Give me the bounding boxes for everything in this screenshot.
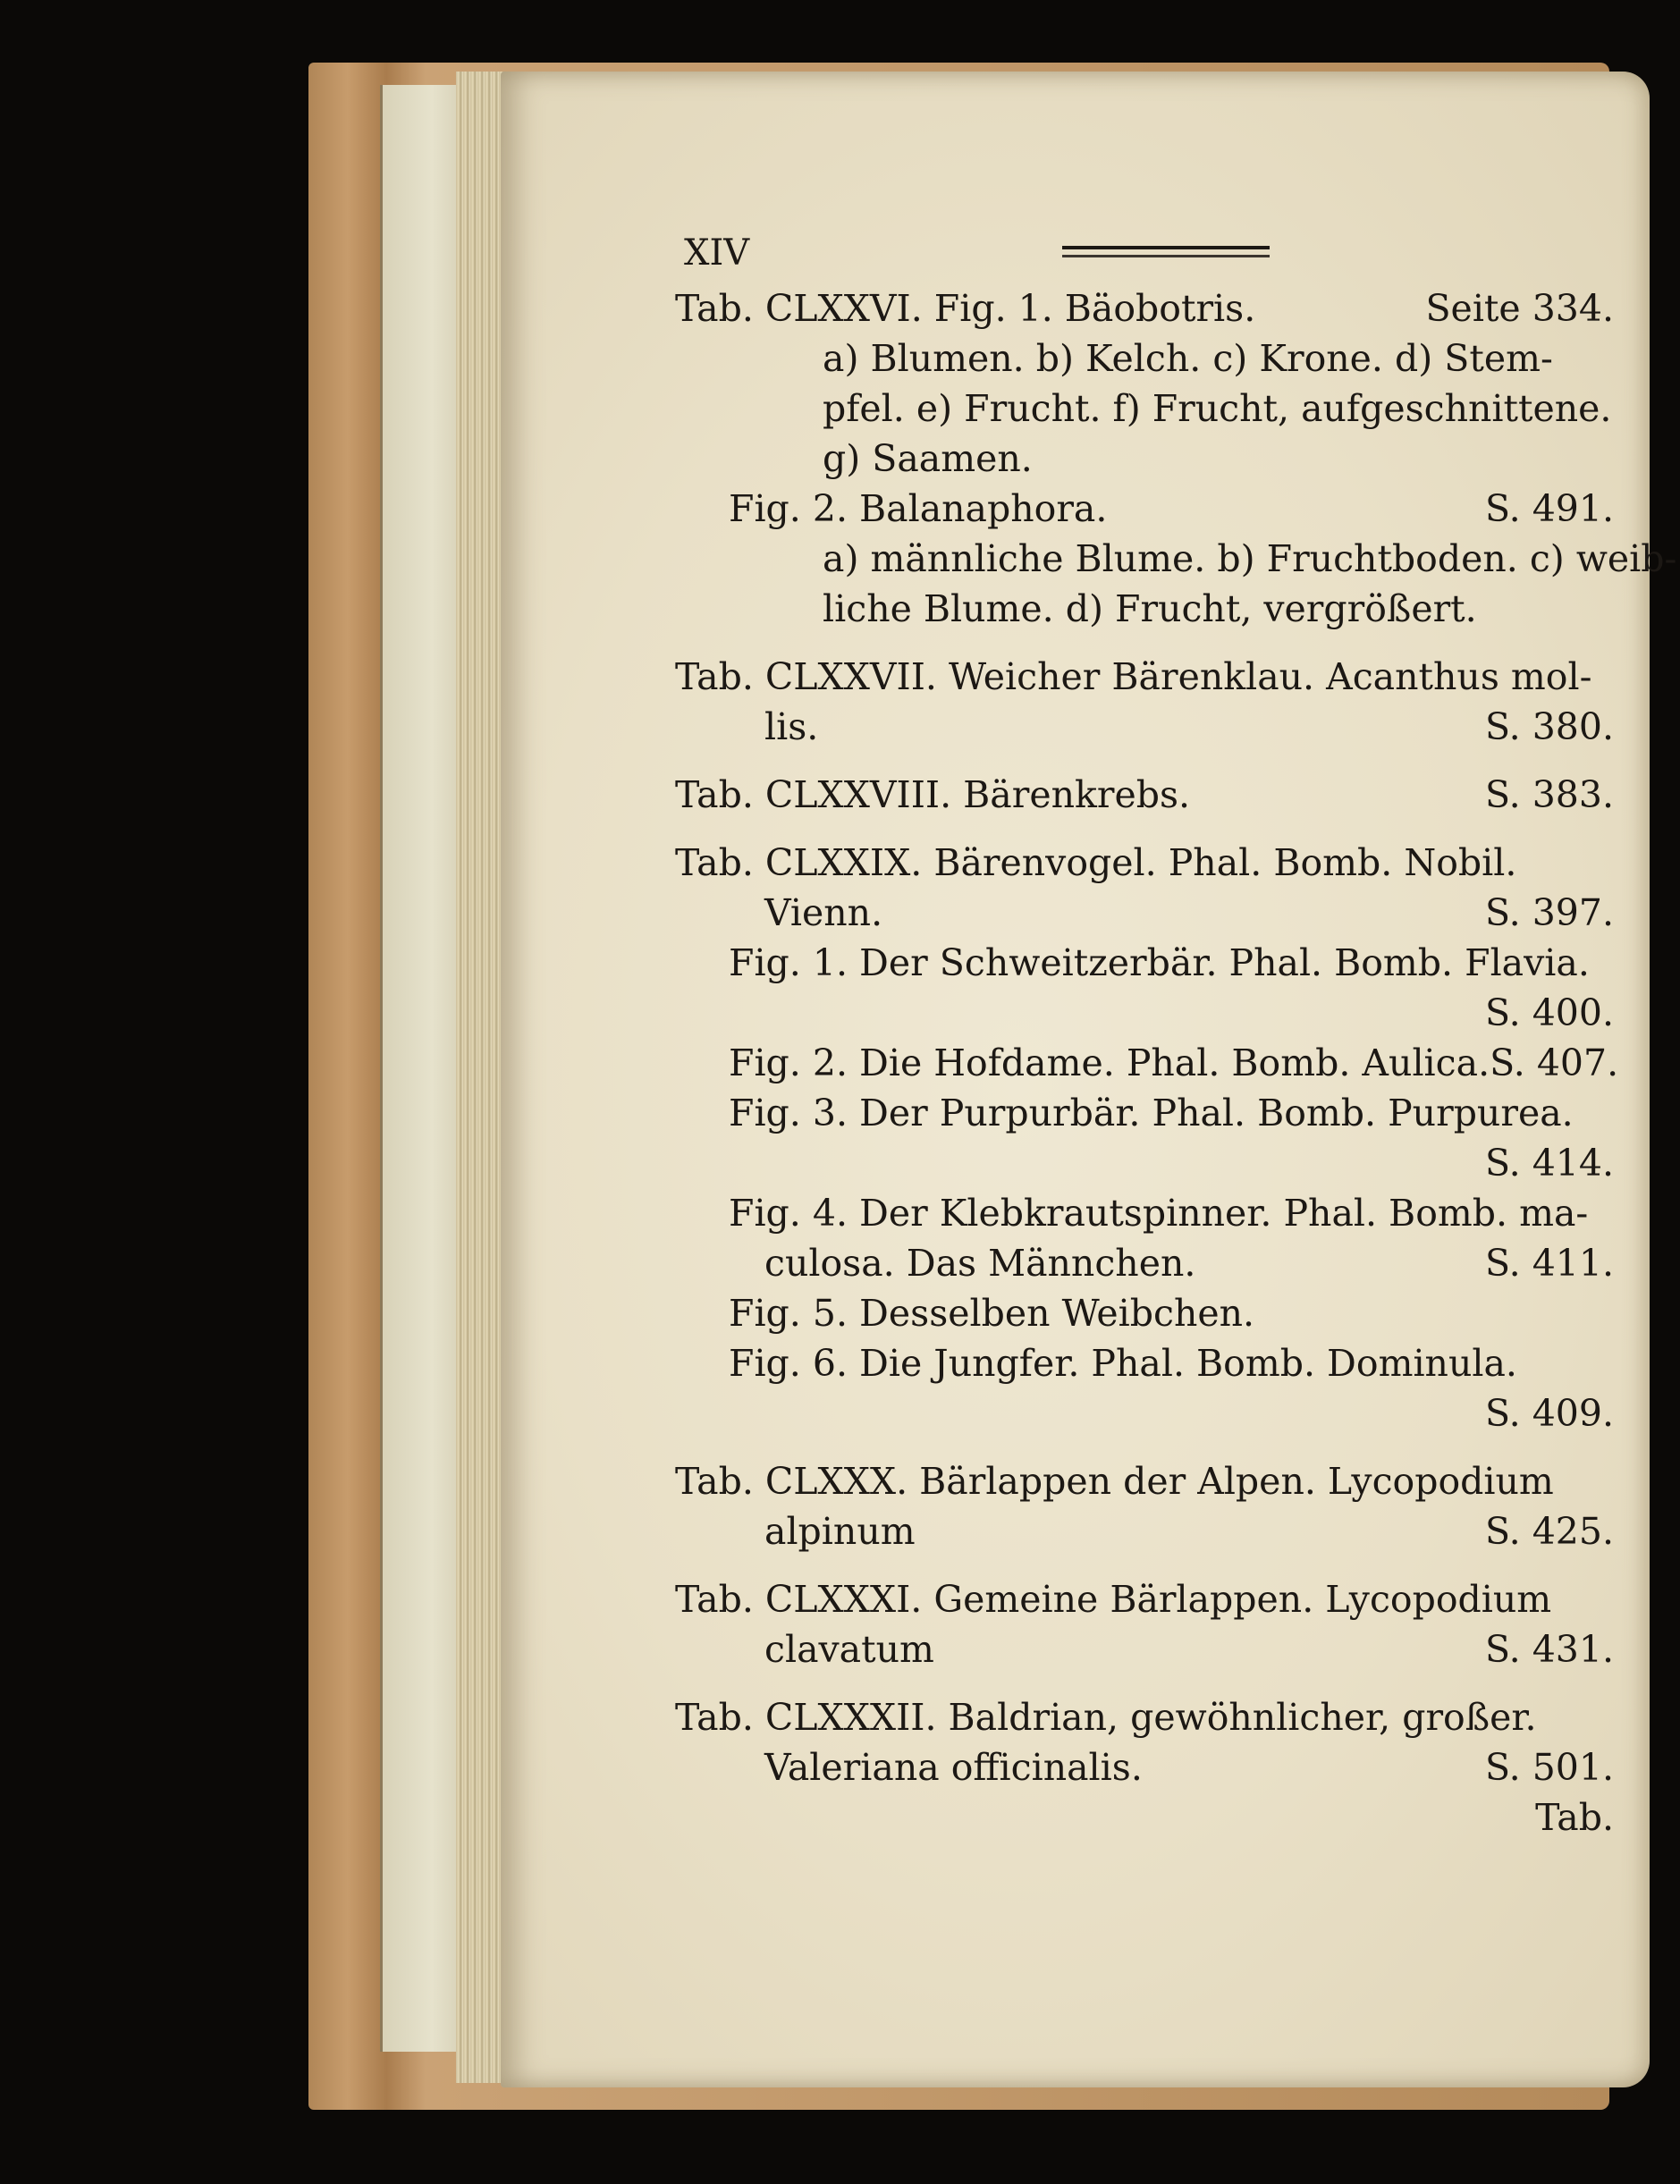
entry-text: a) männliche Blume. b) Fruchtboden. c) weib- — [823, 537, 1677, 580]
entry-tab-179 — [675, 838, 1619, 1438]
entry-title: Fig. 5. Desselben Weibchen. — [729, 1292, 1255, 1335]
entry-text: pfel. e) Frucht. f) Frucht, aufgeschnittene. — [823, 387, 1612, 430]
entry-title: Tab. CLXXXII. Baldrian, gewöhnlicher, großer. — [675, 1696, 1537, 1739]
entry-tab-182 — [675, 1692, 1614, 1792]
page-ref: S. 397. — [1485, 891, 1614, 934]
entry-title: Tab. CLXXVII. Weicher Bärenklau. Acanthus mol- — [675, 655, 1592, 698]
entry-tab-180 — [675, 1456, 1614, 1556]
entry-tab-181 — [675, 1574, 1614, 1674]
entry-title: Tab. CLXXVIII. Bärenkrebs. — [675, 773, 1191, 816]
catchword: Tab. — [1535, 1796, 1614, 1839]
entry-title: Fig. 4. Der Klebkrautspinner. Phal. Bomb. ma- — [729, 1192, 1589, 1235]
entry-tab-178 — [675, 770, 1614, 820]
entry-text: Vienn. — [764, 891, 883, 934]
page-ref: S. 400. — [1485, 991, 1614, 1034]
page-ref: S. 414. — [1485, 1142, 1614, 1185]
page-ref: S. 501. — [1485, 1746, 1614, 1789]
page-ref: S. 409. — [1485, 1392, 1614, 1435]
entry-title: Tab. CLXXVI. Fig. 1. Bäobotris. — [675, 287, 1256, 330]
entry-title: Fig. 6. Die Jungfer. Phal. Bomb. Dominula. — [729, 1342, 1517, 1385]
page-ref: Seite 334. — [1425, 287, 1614, 330]
header-rule — [1062, 246, 1270, 263]
entry-text: lis. — [764, 705, 819, 748]
page-ref: S. 380. — [1485, 705, 1614, 748]
entry-text: alpinum — [764, 1510, 916, 1553]
entry-title: Fig. 2. Die Hofdame. Phal. Bomb. Aulica. — [729, 1041, 1490, 1084]
entry-title: Fig. 1. Der Schweitzerbär. Phal. Bomb. Flavia. — [729, 941, 1590, 984]
entry-text: liche Blume. d) Frucht, vergrößert. — [823, 587, 1477, 630]
page-ref: S. 491. — [1485, 487, 1614, 530]
page-header — [675, 219, 1614, 283]
page-text — [675, 219, 1677, 1842]
page-ref: S. 383. — [1485, 773, 1614, 816]
page-ref: S. 431. — [1485, 1628, 1614, 1671]
entry-text: a) Blumen. b) Kelch. c) Krone. d) Stem- — [823, 337, 1553, 380]
page-ref: S. 407. — [1490, 1041, 1619, 1084]
entry-title: Tab. CLXXX. Bärlappen der Alpen. Lycopodium — [675, 1460, 1554, 1503]
page-ref: S. 411. — [1485, 1242, 1614, 1285]
entry-tab-176 — [675, 283, 1677, 634]
entry-title: Fig. 3. Der Purpurbär. Phal. Bomb. Purpurea. — [729, 1092, 1574, 1134]
entry-title: Fig. 2. Balanaphora. — [729, 487, 1108, 530]
entry-text: g) Saamen. — [823, 437, 1033, 480]
page-number: XIV — [684, 232, 750, 274]
entry-title: Tab. CLXXXI. Gemeine Bärlappen. Lycopodium — [675, 1578, 1552, 1621]
entry-text: Valeriana officinalis. — [764, 1746, 1143, 1789]
page-ref: S. 425. — [1485, 1510, 1614, 1553]
entry-text: clavatum — [764, 1628, 934, 1671]
entry-text: culosa. Das Männchen. — [764, 1242, 1196, 1285]
entry-title: Tab. CLXXIX. Bärenvogel. Phal. Bomb. Nobil. — [675, 841, 1517, 884]
entry-tab-177 — [675, 652, 1614, 752]
